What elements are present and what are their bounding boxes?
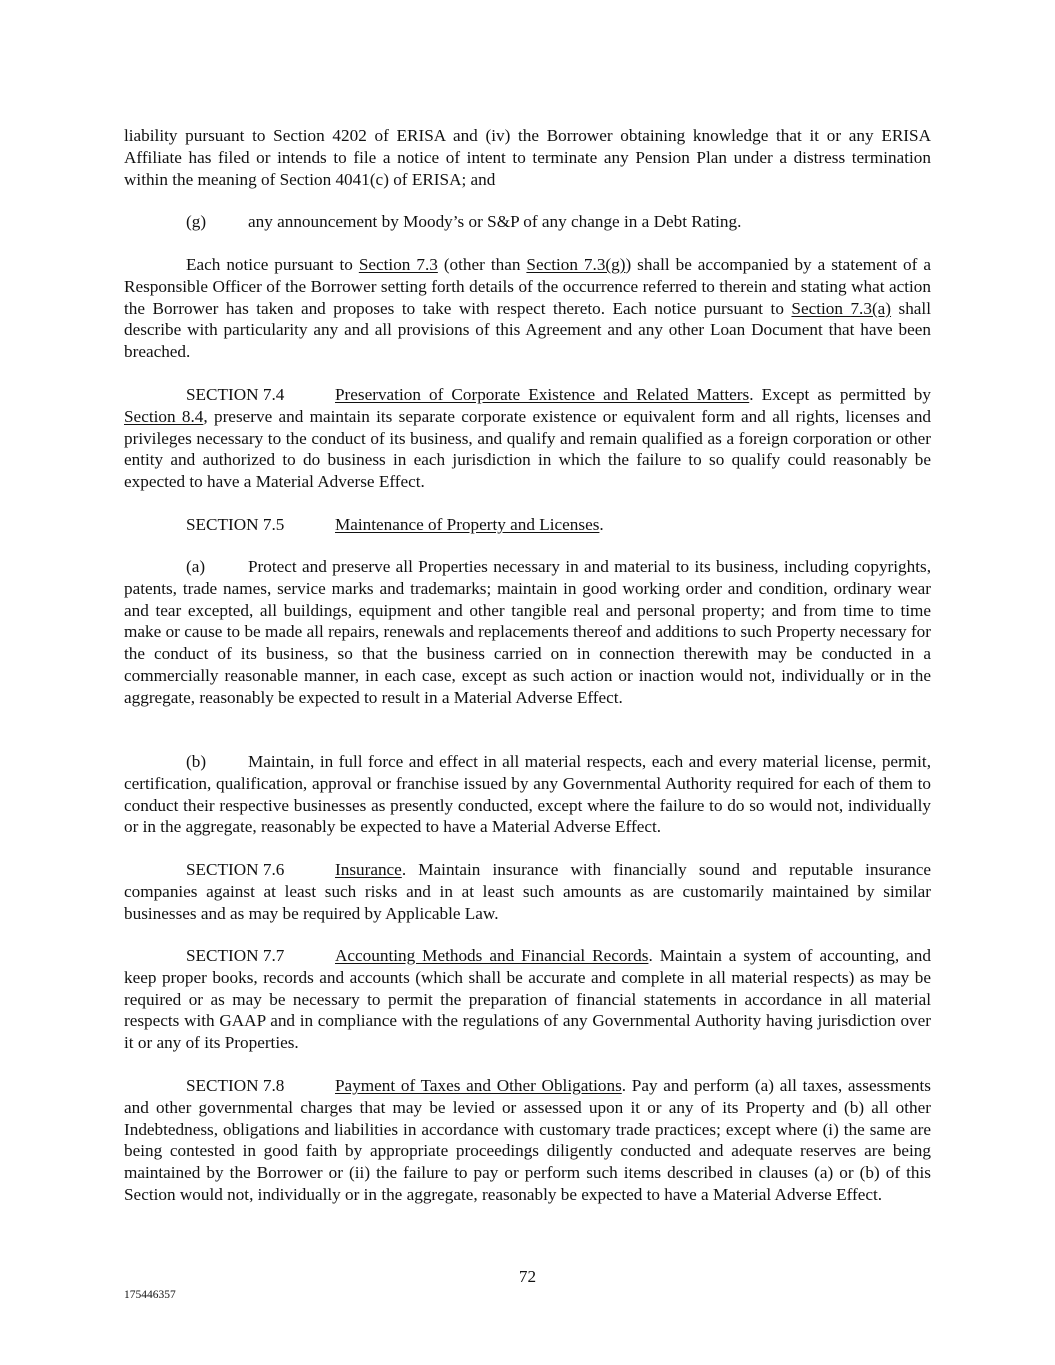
section-7-7-heading: Accounting Methods and Financial Records — [335, 946, 649, 965]
section-7-5-b-label: (b) — [186, 752, 207, 771]
section-7-5-b — [124, 751, 931, 838]
section-7-5-tail: . — [599, 515, 604, 534]
section-7-5-a — [124, 556, 931, 709]
section-7-4 — [124, 384, 931, 493]
section-7-7-number: SECTION 7.7 — [186, 946, 285, 965]
document-id: 175446357 — [124, 1289, 176, 1301]
section-7-8-heading: Payment of Taxes and Other Obligations — [335, 1076, 622, 1095]
notice-text-1: Each notice pursuant to — [186, 255, 359, 274]
item-g-text: any announcement by Moody’s or S&P of any change in a Debt Rating. — [248, 212, 742, 231]
section-7-6-number: SECTION 7.6 — [186, 860, 285, 879]
notice-text-2: (other than — [437, 255, 527, 274]
item-g-label: (g) — [186, 212, 207, 231]
item-g — [124, 211, 931, 233]
section-7-5-a-label: (a) — [186, 557, 206, 576]
section-7-5-a-text: Protect and preserve all Properties necessary in and material to its business, including copyrights, patents, trade names, service marks and trademarks; maintain in good working order and condition, ordinary wear and tear excepted, all buildings, equipment and other tangible real and personal property; and from time to time make or cause to be made all repairs, renewals and replacements thereof and additions to such Property necessary for the conduct of its business, so that the business carried on in connection therewith may be conducted in a commercially reasonable manner, in each case, except as such action or inaction would not, individually or in the aggregate, reasonably be expected to result in a Material Adverse Effect. — [124, 557, 931, 707]
section-7-3g-reference: Section 7.3(g) — [526, 255, 626, 274]
section-7-4-number: SECTION 7.4 — [186, 385, 285, 404]
section-7-4-text-2: , preserve and maintain its separate corporate existence or equivalent form and all rights, licenses and privileges necessary to the conduct of its business, and qualify and remain qualified as a foreign corporation or other entity and authorized to do business in each jurisdiction in which the failure to so qualify could reasonably be expected to have a Material Adverse Effect. — [124, 406, 932, 492]
notice-paragraph — [124, 254, 931, 363]
section-7-4-text-1: . Except as permitted by — [749, 385, 931, 404]
paragraph-erisa-continuation: liability pursuant to Section 4202 of ERISA and (iv) the Borrower obtaining knowledge that it or any ERISA Affiliate has filed or intends to file a notice of intent to terminate any Pension Plan under a distress termination within the meaning of Section 4041(c) of ERISA; and — [124, 126, 931, 189]
section-8-4-reference: Section 8.4 — [124, 406, 204, 426]
section-7-7 — [124, 945, 931, 1054]
section-7-3-reference: Section 7.3 — [358, 255, 438, 274]
section-7-5-heading: Maintenance of Property and Licenses — [335, 515, 600, 534]
section-7-5-heading-line — [124, 514, 931, 536]
section-7-8-text: . Pay and perform (a) all taxes, assessments and other governmental charges that may be levied or assessed upon it or any of its Property and (b) all other Indebtedness, obligations and liabilities in accordance with customary trade practices; except where (i) the same are being contested in good faith by appropriate proceedings diligently conducted and adequate reserves are being maintained by the Borrower or (ii) the failure to pay or perform such items described in clauses (a) or (b) of this Section would not, individually or in the aggregate, reasonably be expected to have a Material Adverse Effect. — [124, 1076, 931, 1204]
section-7-5-b-text: Maintain, in full force and effect in all material respects, each and every material license, permit, certification, qualification, approval or franchise issued by any Governmental Authority required for each of them to conduct their respective businesses as presently conducted, except where the failure to do so would not, individually or in the aggregate, reasonably be expected to have a Material Adverse Effect. — [124, 752, 931, 837]
section-7-4-heading: Preservation of Corporate Existence and Related Matters — [335, 385, 750, 404]
notice-text-4: shall describe with particularity any and all provisions of this Agreement and any other Loan Document that have been breached. — [124, 298, 931, 362]
section-7-8 — [124, 1075, 931, 1206]
section-7-5-number: SECTION 7.5 — [186, 515, 285, 534]
section-7-6-heading: Insurance — [335, 860, 402, 879]
section-7-6-text: . Maintain insurance with financially sound and reputable insurance companies against at least such risks and in at least such amounts as are customarily maintained by similar businesses and as may be required by Applicable Law. — [124, 860, 931, 923]
section-7-8-number: SECTION 7.8 — [186, 1076, 285, 1095]
notice-text-3: ) shall be accompanied by a statement of a Responsible Officer of the Borrower setting forth details of the occurrence referred to therein and stating what action the Borrower has taken and proposes to take with respect thereto. Each notice pursuant to — [124, 255, 931, 318]
section-7-6 — [124, 859, 931, 924]
section-7-7-text: . Maintain a system of accounting, and keep proper books, records and accounts (which shall be accurate and complete in all material respects) as may be required or as may be necessary to permit the preparation of financial statements in accordance in all material respects with GAAP and in compliance with the regulations of any Governmental Authority having jurisdiction over it or any of its Properties. — [124, 946, 931, 1053]
section-7-3a-reference: Section 7.3(a) — [791, 298, 892, 318]
page-number: 72 — [518, 1267, 537, 1286]
